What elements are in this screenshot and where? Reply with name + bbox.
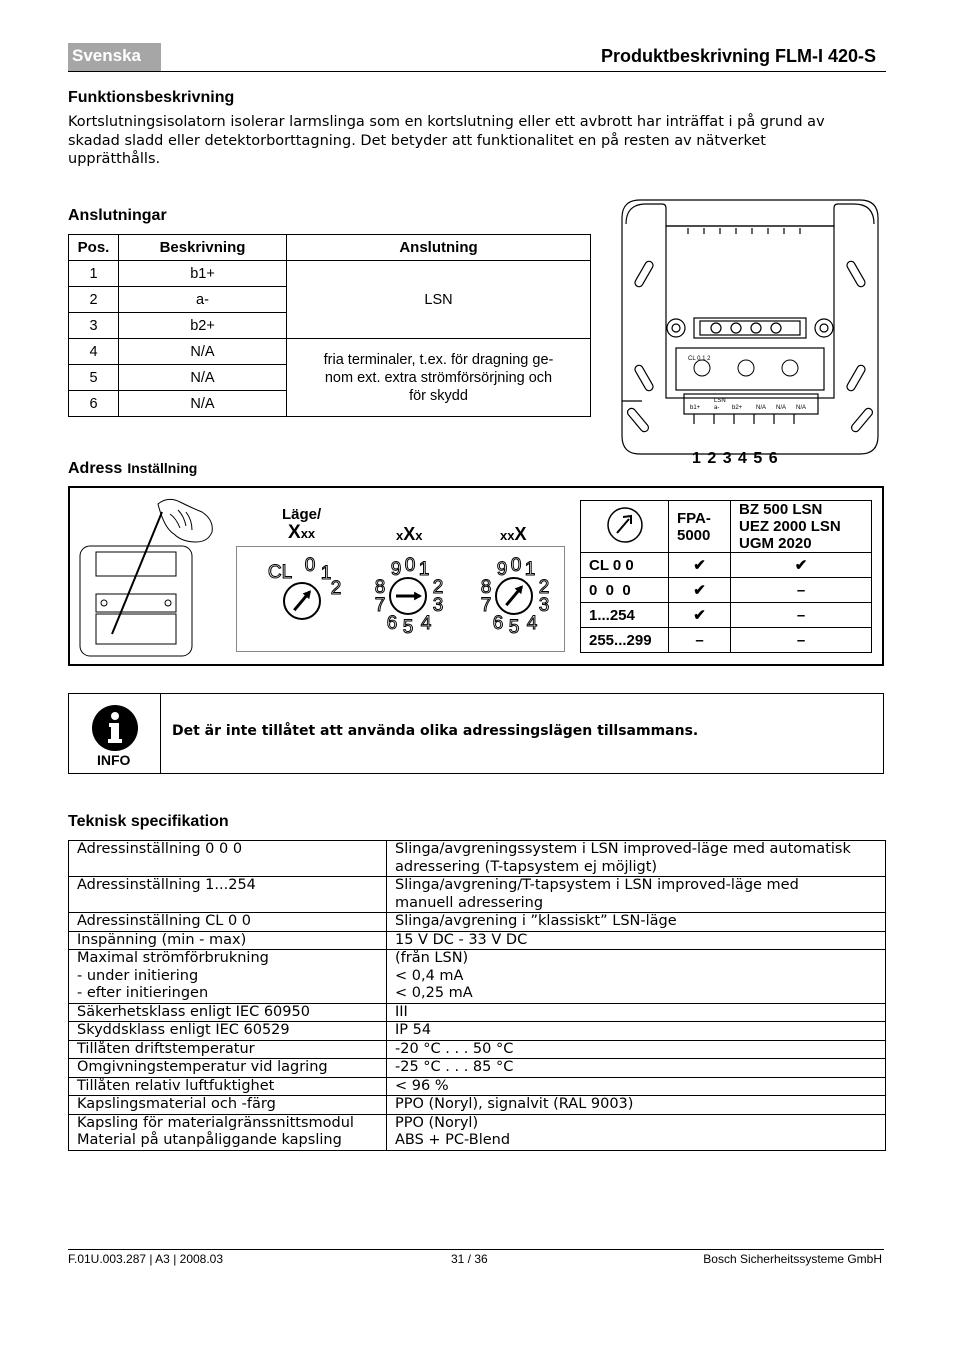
table-row: [581, 603, 872, 628]
header-rule: [68, 71, 886, 72]
spec-value: [387, 913, 886, 932]
cell-fpa: ✔: [669, 553, 731, 578]
footer-company: Bosch Sicherheitssysteme GmbH: [703, 1252, 882, 1266]
spec-key: [69, 1114, 387, 1150]
table-row: [69, 1059, 886, 1078]
table-row: [69, 931, 886, 950]
spec-key: [69, 950, 387, 1004]
terminal-label: N/A: [796, 405, 807, 411]
cell-pos: 5: [69, 365, 119, 391]
function-line: Kortslutningsisolatorn isolerar larmslinga som en kortslutning eller ett avbrott har inträffat i på grund av: [68, 114, 825, 130]
spec-key: [69, 1059, 387, 1078]
spec-key-line: Tillåten driftstemperatur: [77, 1040, 255, 1057]
hand-screwdriver-illustration: [74, 494, 222, 662]
spec-key-line: Omgivningstemperatur vid lagring: [77, 1059, 328, 1075]
cell-connection-lsn: LSN: [287, 261, 591, 339]
lsn-label: LSN: [714, 398, 726, 404]
spec-heading: Teknisk specifikation: [68, 813, 229, 830]
switch-label-big: X: [514, 524, 527, 544]
dial-digit: 0: [404, 555, 416, 576]
table-row: [581, 628, 872, 653]
row-label: 1...254: [581, 603, 669, 628]
spec-key: [69, 1003, 387, 1022]
spec-key: [69, 877, 387, 913]
address-heading-main: Adress: [68, 460, 123, 477]
dial-digit: 3: [538, 595, 550, 616]
col-bz: [731, 501, 872, 553]
switch-label: CL 0 1 2: [688, 356, 711, 362]
spec-value: [387, 950, 886, 1004]
cell-desc: b1+: [119, 261, 287, 287]
dial-digit: 5: [402, 617, 414, 638]
dial-digit: 1: [524, 559, 536, 580]
table-row: [69, 261, 591, 287]
dial-digit: 0: [304, 555, 316, 576]
info-label: INFO: [97, 752, 131, 768]
address-heading: [68, 458, 197, 478]
cell-bz: –: [731, 628, 872, 653]
cell-pos: 2: [69, 287, 119, 313]
dial-digit: 9: [390, 559, 402, 580]
table-row: [581, 578, 872, 603]
switch-label-prefix: xx: [500, 528, 515, 543]
spec-value-line: -20 °C . . . 50 °C: [395, 1040, 514, 1057]
spec-key-line: Adressinställning CL 0 0: [77, 913, 252, 929]
spec-value: [387, 1077, 886, 1096]
spec-value: [387, 1096, 886, 1115]
dial-digit: 6: [492, 613, 504, 634]
table-row: [69, 1022, 886, 1041]
cell-bz: ✔: [731, 553, 872, 578]
switch-label-suffix: xx: [300, 526, 316, 541]
dial-digit: 6: [386, 613, 398, 634]
document-title: Produktbeskrivning FLM-I 420-S: [600, 46, 876, 66]
spec-value-line: manuell adressering: [395, 894, 544, 911]
spec-key-line: Material på utanpåliggande kapsling: [77, 1132, 342, 1148]
footer-rule: [68, 1249, 884, 1250]
dial-digit: 2: [432, 577, 444, 598]
col-fpa: [669, 501, 731, 553]
cell-pos: 1: [69, 261, 119, 287]
table-row: [69, 950, 886, 1004]
spec-value: [387, 877, 886, 913]
function-line: upprätthålls.: [68, 151, 161, 167]
col-bz-line: BZ 500 LSN: [739, 501, 823, 518]
switch-label-prefix: x: [396, 528, 404, 543]
cell-pos: 6: [69, 391, 119, 417]
table-row: [581, 553, 872, 578]
terminal-label: a-: [714, 405, 720, 411]
dial-digit: CL: [267, 562, 293, 583]
spec-key: [69, 1040, 387, 1059]
address-mode-table: [580, 500, 872, 653]
connection-line: nom ext. extra strömförsörjning och: [324, 369, 553, 386]
spec-key-line: Adressinställning 0 0 0: [77, 841, 243, 857]
table-row: [69, 1114, 886, 1150]
terminal-label: N/A: [756, 405, 767, 411]
rotary-dial: [496, 578, 532, 614]
table-header-row: [581, 501, 872, 553]
cell-desc: N/A: [119, 339, 287, 365]
spec-key-line: Skyddsklass enligt IEC 60529: [77, 1022, 290, 1038]
spec-value-line: PPO (Noryl): [395, 1114, 479, 1131]
table-row: [69, 1003, 886, 1022]
terminal-label: b1+: [690, 405, 701, 411]
function-text: [68, 113, 825, 169]
address-box: [68, 486, 884, 666]
info-icon: [91, 704, 139, 752]
info-text: Det är inte tillåtet att använda olika adressingslägen tillsammans.: [172, 723, 699, 739]
dial-digit: 4: [420, 613, 432, 634]
col-fpa-line: 5000: [677, 526, 711, 544]
spec-key-line: Kapslingsmaterial och -färg: [77, 1096, 276, 1112]
cell-pos: 3: [69, 313, 119, 339]
row-label: CL 0 0: [581, 553, 669, 578]
dial-digit: 8: [374, 577, 386, 598]
dial-digit: 1: [320, 563, 332, 584]
spec-value-line: adressering (T-tapsystem ej möjligt): [395, 858, 658, 875]
language-tab: Svenska: [68, 43, 161, 71]
cell-fpa: –: [669, 628, 731, 653]
connection-line: fria terminaler, t.ex. för dragning ge-: [323, 351, 554, 368]
col-fpa-line: FPA-: [677, 509, 711, 527]
cell-desc: N/A: [119, 365, 287, 391]
spec-key: [69, 931, 387, 950]
rotary-switch-panel: [236, 546, 565, 652]
dial-icon-cell: [581, 501, 669, 553]
col-bz-line: UGM 2020: [739, 535, 812, 552]
spec-value: [387, 1003, 886, 1022]
spec-value-line: PPO (Noryl), signalvit (RAL 9003): [395, 1096, 634, 1112]
spec-value: [387, 1114, 886, 1150]
col-description: Beskrivning: [119, 235, 287, 261]
spec-value: [387, 1040, 886, 1059]
row-label: 255...299: [581, 628, 669, 653]
spec-value-line: (från LSN): [395, 950, 469, 966]
spec-value-line: Slinga/avgrening/T-tapsystem i LSN improved-läge med: [395, 877, 799, 893]
connections-table: [68, 234, 591, 417]
mode-label: Läge/: [282, 506, 322, 523]
table-row: [69, 913, 886, 932]
spec-value-line: < 0,4 mA: [395, 967, 464, 984]
footer-page-number: 31 / 36: [451, 1252, 488, 1266]
spec-key: [69, 1077, 387, 1096]
switch-label-hundreds: [288, 522, 315, 544]
dial-digit: 8: [480, 577, 492, 598]
spec-key: [69, 1096, 387, 1115]
table-header-row: [69, 235, 591, 261]
function-heading: Funktionsbeskrivning: [68, 89, 235, 106]
spec-key-line: Adressinställning 1...254: [77, 877, 256, 893]
dial-digit: 7: [374, 595, 386, 616]
spec-key-line: Inspänning (min - max): [77, 931, 247, 948]
info-box: [68, 693, 884, 774]
spec-value: [387, 1022, 886, 1041]
col-bz-line: UEZ 2000 LSN: [739, 518, 841, 535]
terminal-label: b2+: [732, 405, 743, 411]
spec-value-line: 15 V DC - 33 V DC: [395, 931, 528, 948]
spec-key-line: Kapsling för materialgränssnittsmodul: [77, 1114, 354, 1131]
cell-pos: 4: [69, 339, 119, 365]
dial-digit: 0: [510, 555, 522, 576]
rotary-dial-icon: [605, 505, 645, 545]
spec-key-line: Maximal strömförbrukning: [77, 950, 269, 966]
cell-desc: N/A: [119, 391, 287, 417]
spec-value-line: < 96 %: [395, 1077, 449, 1094]
rotary-dial: [390, 578, 426, 614]
spec-value-line: IP 54: [395, 1022, 432, 1038]
dial-digit: 4: [526, 613, 538, 634]
spec-value-line: Slinga/avgrening i ”klassiskt” LSN-läge: [395, 913, 677, 929]
dial-digit: 9: [496, 559, 508, 580]
spec-key: [69, 1022, 387, 1041]
cell-desc: a-: [119, 287, 287, 313]
row-label: 0 0 0: [581, 578, 669, 603]
dial-digit: 1: [418, 559, 430, 580]
dial-digit: 5: [508, 617, 520, 638]
col-connection: Anslutning: [287, 235, 591, 261]
connections-heading: Anslutningar: [68, 207, 167, 224]
switch-label-big: X: [403, 524, 416, 544]
spec-key-line: - efter initieringen: [77, 985, 209, 1001]
table-row: [69, 877, 886, 913]
switch-label-units: [500, 524, 526, 545]
address-heading-sub: Inställning: [127, 460, 198, 476]
function-line: skadad sladd eller detektorborttagning. Det betyder att funktionalitet en på resten av nätverket: [68, 132, 766, 149]
spec-key-line: Tillåten relativ luftfuktighet: [77, 1077, 275, 1094]
spec-value-line: III: [395, 1003, 408, 1020]
dial-digit: 3: [432, 595, 444, 616]
table-row: [69, 339, 591, 365]
table-row: [69, 1096, 886, 1115]
table-row: [69, 1077, 886, 1096]
connection-line: för skydd: [409, 387, 468, 404]
dial-digit: 7: [480, 595, 492, 616]
rotary-dial: [284, 583, 320, 619]
spec-value: [387, 931, 886, 950]
spec-value-line: < 0,25 mA: [395, 985, 473, 1001]
spec-key-line: Säkerhetsklass enligt IEC 60950: [77, 1003, 310, 1020]
switch-label-big: X: [288, 522, 301, 543]
switch-label-suffix: x: [415, 528, 423, 543]
dial-digit: 2: [538, 577, 550, 598]
spec-table: [68, 840, 886, 1151]
cell-bz: –: [731, 578, 872, 603]
table-row: [69, 841, 886, 877]
cell-bz: –: [731, 603, 872, 628]
cell-desc: b2+: [119, 313, 287, 339]
spec-key: [69, 913, 387, 932]
spec-key-line: - under initiering: [77, 967, 199, 984]
spec-value: [387, 1059, 886, 1078]
col-pos: Pos.: [69, 235, 119, 261]
switch-label-tens: [396, 524, 422, 545]
spec-value-line: ABS + PC-Blend: [395, 1132, 511, 1148]
terminal-label: N/A: [776, 405, 787, 411]
spec-value-line: Slinga/avgreningssystem i LSN improved-läge med automatisk: [395, 841, 851, 857]
footer-doc-id: F.01U.003.287 | A3 | 2008.03: [68, 1252, 224, 1266]
spec-key: [69, 841, 387, 877]
spec-value: [387, 841, 886, 877]
cell-fpa: ✔: [669, 578, 731, 603]
info-separator: [160, 694, 161, 773]
cell-fpa: ✔: [669, 603, 731, 628]
terminal-numbers: 1 2 3 4 5 6: [692, 450, 778, 467]
device-drawing: [618, 196, 882, 468]
dial-digit: 2: [330, 578, 342, 599]
spec-value-line: -25 °C . . . 85 °C: [395, 1059, 514, 1075]
table-row: [69, 1040, 886, 1059]
cell-connection-free: [287, 339, 591, 417]
